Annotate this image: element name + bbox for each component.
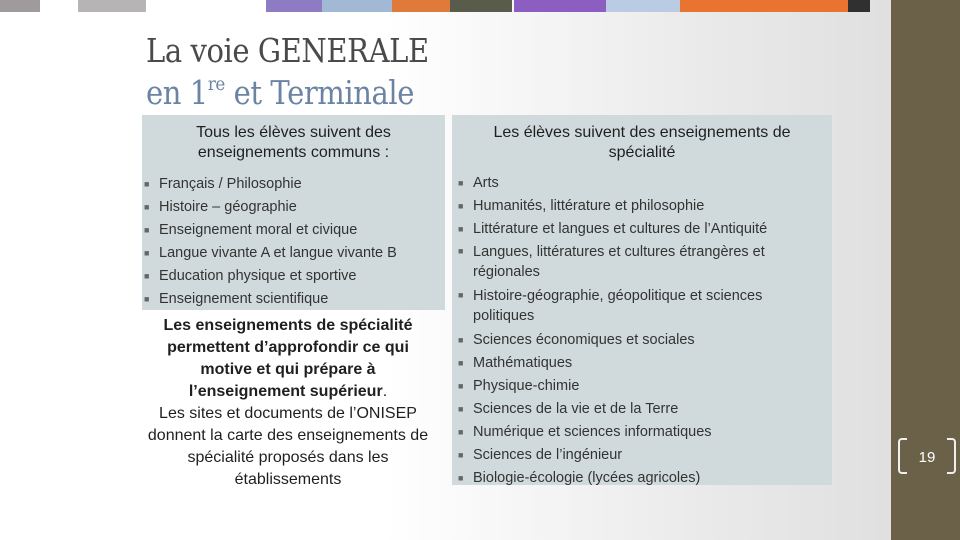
top-bar-segment bbox=[0, 0, 40, 12]
square-bullet-icon: ■ bbox=[458, 450, 464, 460]
list-item bbox=[142, 288, 445, 311]
list-item-label: Biologie-écologie (lycées agricoles) bbox=[473, 470, 701, 486]
list-item-label: Sciences économiques et sociales bbox=[473, 332, 695, 348]
list-item bbox=[456, 218, 824, 241]
square-bullet-icon: ■ bbox=[458, 473, 464, 483]
list-item-label: Langues, littératures et cultures étrangères et régionales bbox=[473, 244, 765, 280]
note-emphasis bbox=[142, 315, 434, 403]
list-item bbox=[456, 285, 824, 329]
page-number bbox=[898, 438, 956, 480]
list-item-label: Sciences de la vie et de la Terre bbox=[473, 401, 679, 417]
list-item bbox=[142, 219, 445, 242]
square-bullet-icon: ■ bbox=[144, 202, 150, 212]
common-courses-panel bbox=[142, 115, 445, 310]
top-bar-segment bbox=[514, 0, 606, 12]
list-item bbox=[456, 352, 824, 375]
top-bar-segment bbox=[266, 0, 322, 12]
square-bullet-icon: ■ bbox=[458, 358, 464, 368]
square-bullet-icon: ■ bbox=[458, 427, 464, 437]
specialty-courses-panel bbox=[452, 115, 832, 485]
list-item bbox=[456, 329, 824, 352]
list-item-label: Enseignement moral et civique bbox=[159, 222, 358, 238]
note-period: . bbox=[382, 383, 388, 400]
list-item-label: Français / Philosophie bbox=[159, 176, 302, 192]
list-item-label: Enseignement scientifique bbox=[159, 291, 329, 307]
title-line-2-suffix: et Terminale bbox=[224, 73, 414, 112]
square-bullet-icon: ■ bbox=[144, 179, 150, 189]
common-courses-heading: Tous les élèves suivent des enseignements communs : bbox=[196, 124, 391, 161]
square-bullet-icon: ■ bbox=[144, 271, 150, 281]
list-item bbox=[456, 195, 824, 218]
square-bullet-icon: ■ bbox=[458, 290, 464, 300]
list-item bbox=[142, 265, 445, 288]
list-item bbox=[456, 421, 824, 444]
top-bar-segment bbox=[450, 0, 512, 12]
list-item-label: Histoire – géographie bbox=[159, 199, 297, 215]
top-bar-segment bbox=[392, 0, 450, 12]
note-strong-text: Les enseignements de spécialité permettent d’approfondir ce qui motive et qui prépare à l’enseignement supérieur bbox=[163, 317, 413, 400]
list-item-label: Littérature et langues et cultures de l’Antiquité bbox=[473, 221, 768, 237]
square-bullet-icon: ■ bbox=[144, 225, 150, 235]
list-item bbox=[456, 375, 824, 398]
slide-title bbox=[146, 30, 463, 114]
list-item bbox=[456, 467, 824, 490]
top-bar-segment bbox=[848, 0, 870, 12]
top-bar-segment bbox=[78, 0, 146, 12]
list-item-label: Humanités, littérature et philosophie bbox=[473, 198, 705, 214]
title-superscript: re bbox=[207, 73, 225, 95]
list-item bbox=[142, 196, 445, 219]
square-bullet-icon: ■ bbox=[458, 201, 464, 211]
square-bullet-icon: ■ bbox=[458, 246, 464, 256]
title-line-1: La voie GENERALE bbox=[146, 31, 429, 70]
list-item-label: Histoire-géographie, géopolitique et sciences politiques bbox=[473, 288, 763, 324]
note-onisep-text: Les sites et documents de l’ONISEP donnent la carte des enseignements de spécialité proposés dans les établissements bbox=[147, 405, 429, 488]
specialty-courses-heading: Les élèves suivent des enseignements de spécialité bbox=[493, 124, 791, 161]
list-item-label: Education physique et sportive bbox=[159, 268, 357, 284]
square-bullet-icon: ■ bbox=[144, 294, 150, 304]
top-bar-segment bbox=[322, 0, 392, 12]
list-item-label: Langue vivante A et langue vivante B bbox=[159, 245, 397, 261]
square-bullet-icon: ■ bbox=[458, 224, 464, 234]
specialty-courses-list bbox=[452, 172, 832, 490]
title-line-2-prefix: en 1 bbox=[146, 73, 208, 112]
square-bullet-icon: ■ bbox=[144, 248, 150, 258]
list-item-label: Arts bbox=[473, 175, 499, 191]
list-item-label: Numérique et sciences informatiques bbox=[473, 424, 712, 440]
title-line-2 bbox=[146, 72, 463, 114]
square-bullet-icon: ■ bbox=[458, 335, 464, 345]
page-number-label: 19 bbox=[918, 449, 936, 466]
list-item bbox=[142, 242, 445, 265]
specialty-note bbox=[142, 315, 434, 491]
top-bar-segment bbox=[606, 0, 680, 12]
square-bullet-icon: ■ bbox=[458, 404, 464, 414]
list-item-label: Sciences de l’ingénieur bbox=[473, 447, 623, 463]
top-bar-segment bbox=[680, 0, 848, 12]
list-item bbox=[142, 173, 445, 196]
list-item-label: Physique-chimie bbox=[473, 378, 580, 394]
list-item bbox=[456, 241, 824, 285]
list-item-label: Mathématiques bbox=[473, 355, 573, 371]
list-item bbox=[456, 398, 824, 421]
list-item bbox=[456, 172, 824, 195]
common-courses-list bbox=[142, 173, 445, 311]
square-bullet-icon: ■ bbox=[458, 178, 464, 188]
list-item bbox=[456, 444, 824, 467]
square-bullet-icon: ■ bbox=[458, 381, 464, 391]
